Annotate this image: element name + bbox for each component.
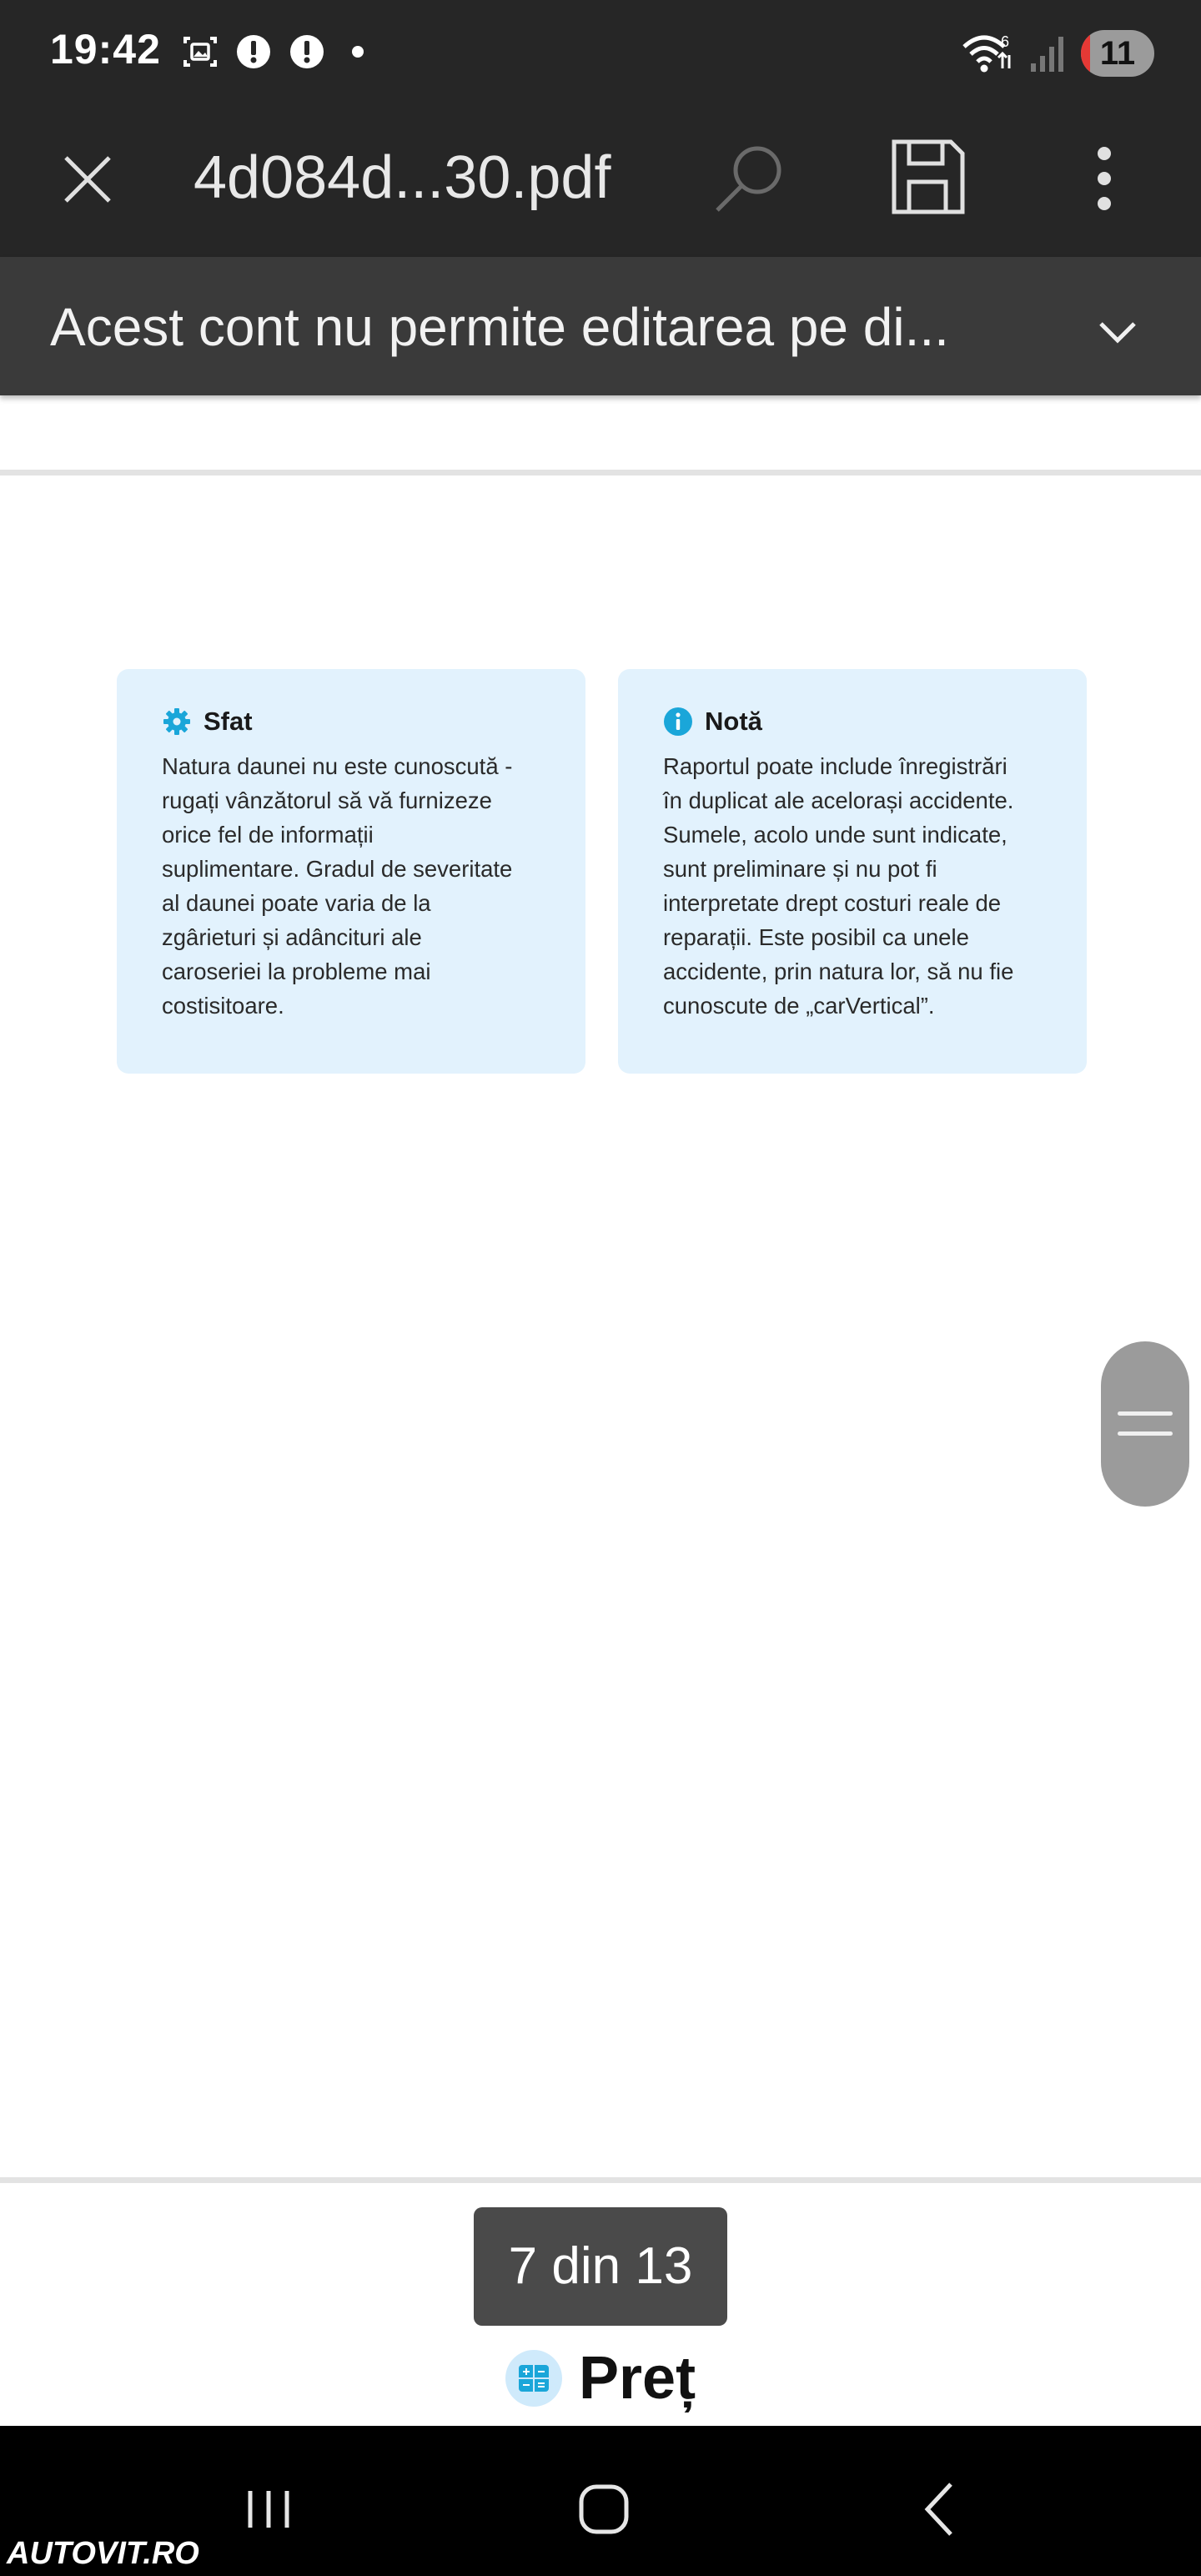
search-icon	[709, 137, 792, 220]
recents-icon	[227, 2468, 310, 2551]
scroll-handle-grip	[1118, 1411, 1173, 1416]
note-card-body	[663, 749, 1042, 1023]
note-card-line: accidente, prin natura lor, să nu fie	[663, 958, 1014, 984]
back-button[interactable]	[901, 2468, 984, 2551]
price-section-title: Preț	[579, 2345, 696, 2412]
note-card	[618, 669, 1087, 1074]
tip-card-line: orice fel de informații	[162, 822, 374, 848]
price-section-heading	[505, 2344, 696, 2412]
scroll-handle-grip	[1118, 1431, 1173, 1436]
tip-card-line: zgârieturi și adâncituri ale	[162, 924, 422, 950]
app-toolbar	[0, 107, 1201, 257]
status-bar	[0, 0, 1201, 107]
tip-card-title: Sfat	[204, 707, 253, 736]
watermark: AUTOVIT.RO	[7, 2536, 199, 2571]
tip-card-line: Natura daunei nu este cunoscută -	[162, 753, 513, 779]
save-icon	[884, 133, 971, 220]
note-card-line: cunoscute de „carVertical”.	[663, 993, 935, 1019]
alert-icon	[287, 32, 327, 72]
page-indicator: 7 din 13	[474, 2207, 727, 2326]
tip-card-line: costisitoare.	[162, 993, 284, 1019]
calculator-icon	[505, 2350, 562, 2407]
tip-card-header	[162, 702, 540, 741]
home-button[interactable]	[562, 2468, 646, 2551]
battery-level: 11	[1099, 35, 1136, 72]
tip-card-line: suplimentare. Gradul de severitate	[162, 856, 513, 882]
note-card-line: interpretate drept costuri reale de	[663, 890, 1002, 916]
search-button[interactable]	[709, 137, 792, 220]
dot-icon	[352, 46, 364, 58]
wifi-label: 6	[1001, 33, 1010, 50]
save-button[interactable]	[884, 133, 971, 220]
close-button[interactable]	[50, 142, 125, 217]
note-card-line: în duplicat ale acelorași accidente.	[663, 787, 1014, 813]
notification-icons	[180, 32, 364, 72]
more-vertical-icon	[1084, 137, 1124, 220]
note-card-line: Raportul poate include înregistrări	[663, 753, 1008, 779]
tip-card-line: caroseriei la probleme mai	[162, 958, 431, 984]
signal-icon	[1029, 33, 1066, 73]
note-card-header	[663, 702, 1042, 741]
home-icon	[562, 2468, 646, 2551]
read-only-banner[interactable]	[0, 257, 1201, 395]
battery-indicator	[1081, 30, 1154, 77]
banner-text: Acest cont nu permite editarea pe di...	[50, 297, 949, 357]
recents-button[interactable]	[227, 2468, 310, 2551]
back-icon	[901, 2468, 984, 2551]
page-divider	[0, 2177, 1201, 2183]
status-time: 19:42	[50, 26, 161, 73]
note-card-title: Notă	[705, 707, 762, 736]
status-right	[961, 30, 1154, 77]
tip-card-line: al daunei poate varia de la	[162, 890, 431, 916]
more-options-button[interactable]	[1084, 137, 1124, 220]
info-icon	[663, 707, 693, 737]
alert-icon	[234, 32, 274, 72]
note-card-line: reparații. Este posibil ca unele	[663, 924, 969, 950]
fast-scroll-handle[interactable]	[1101, 1341, 1189, 1507]
document-title: 4d084d...30.pdf	[193, 144, 611, 211]
note-card-line: sunt preliminare și nu pot fi	[663, 856, 937, 882]
close-icon	[61, 153, 114, 206]
tip-card	[117, 669, 585, 1074]
chevron-down-icon[interactable]	[1084, 299, 1151, 365]
tip-card-line: rugați vânzătorul să vă furnizeze	[162, 787, 492, 813]
tip-card-body	[162, 749, 540, 1023]
gear-icon	[162, 707, 192, 737]
screenshot-icon	[180, 32, 220, 72]
wifi-icon	[961, 30, 1014, 77]
note-card-line: Sumele, acolo unde sunt indicate,	[663, 822, 1008, 848]
page-divider	[0, 470, 1201, 475]
